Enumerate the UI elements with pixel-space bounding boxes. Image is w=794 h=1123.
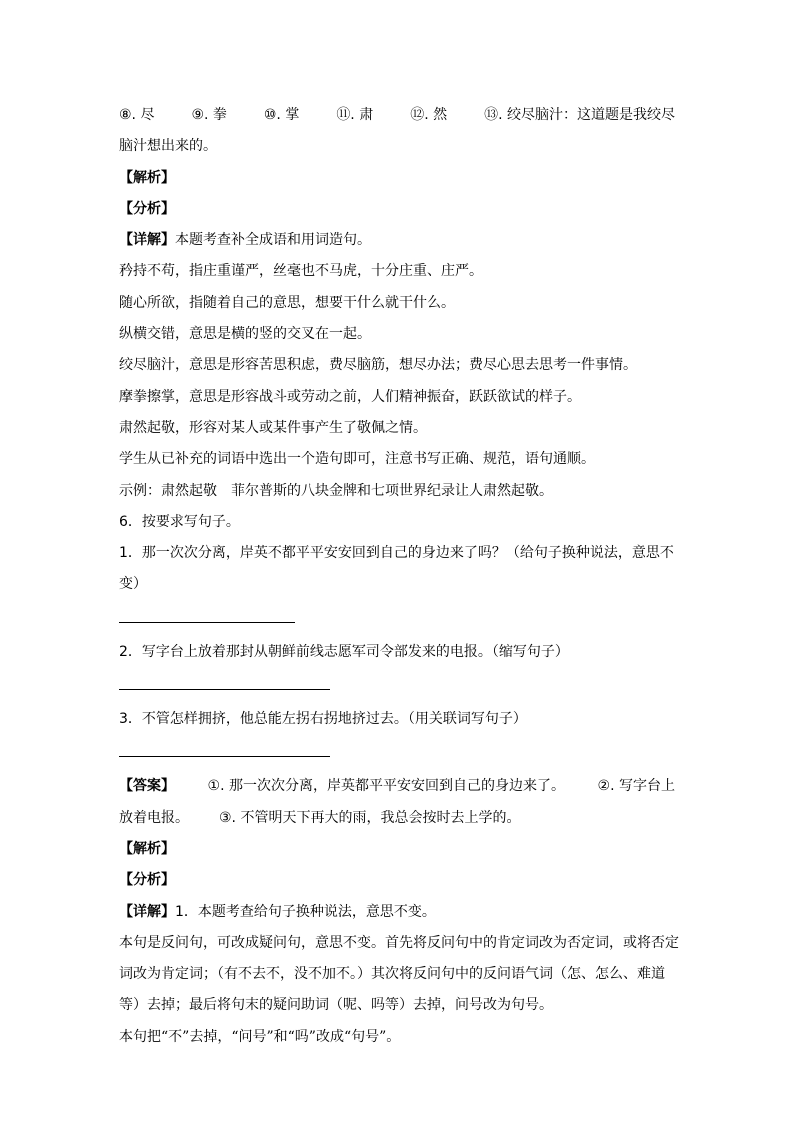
explain-line-3: 纵横交错，意思是横的竖的交叉在一起。 <box>119 326 371 343</box>
answer-item-11: ⑪. 肃 <box>336 107 374 123</box>
xiangjie-label: 【详解】 <box>119 232 175 249</box>
answer-blank-2[interactable] <box>119 689 330 690</box>
answer-item-10: ⑩. 掌 <box>263 107 300 123</box>
answer-items-line <box>119 100 675 131</box>
jiexi-label: 【解析】 <box>119 169 175 186</box>
explain-line-7: 学生从已补充的词语中选出一个造句即可，注意书写正确、规范，语句通顺。 <box>119 451 595 468</box>
answer-blank-3[interactable] <box>119 756 330 757</box>
fenxi-label-2: 【分析】 <box>119 872 175 889</box>
answer-3: ③. 不管明天下再大的雨，我总会按时去上学的。 <box>219 809 521 826</box>
answer-blank-1[interactable] <box>119 622 295 623</box>
answer-line <box>119 771 675 802</box>
fenxi-label: 【分析】 <box>119 200 175 217</box>
answer-item-13-cont: 脑汁想出来的。 <box>119 138 217 155</box>
answer-1: ①. 那一次次分离，岸英都平平安安回到自己的身边来了。 <box>207 778 565 795</box>
answer-2: ②. 写字台上 <box>597 778 675 795</box>
xiangjie-line <box>119 225 675 256</box>
answer-line-2 <box>119 803 675 834</box>
explain-line-8: 示例：肃然起敬 菲尔普斯的八块金牌和七项世界纪录让人肃然起敬。 <box>119 482 553 499</box>
xiangjie-label-2: 【详解】 <box>119 903 175 920</box>
answer-item-9: ⑨. 拳 <box>191 107 227 123</box>
explain-line-4: 绞尽脑汁，意思是形容苦思积虑，费尽脑筋，想尽办法；费尽心思去思考一件事情。 <box>119 357 637 374</box>
answer-item-8: ⑧. 尽 <box>119 107 155 123</box>
answer-item-13: ⑬. 绞尽脑汁：这道题是我绞尽 <box>484 107 675 123</box>
question-1-cont: 变） <box>119 576 147 593</box>
explain-line-2: 随心所欲，指随着自己的意思，想要干什么就干什么。 <box>119 294 455 311</box>
document-page <box>119 100 679 1053</box>
xiangjie-line-2 <box>119 897 675 928</box>
detail-1: 1．本题考查给句子换种说法，意思不变。 <box>175 903 436 920</box>
question-6-title: 6．按要求写句子。 <box>119 513 240 530</box>
detail-3: 本句把“不”去掉，“问号”和“吗”改成“句号”。 <box>119 1028 401 1045</box>
jiexi-label-2: 【解析】 <box>119 840 175 857</box>
question-2: 2．写字台上放着那封从朝鲜前线志愿军司令部发来的电报。（缩写句子） <box>119 643 569 660</box>
explain-line-6: 肃然起敬，形容对某人或某件事产生了敬佩之情。 <box>119 419 427 436</box>
answer-2-cont: 放着电报。 <box>119 809 189 826</box>
detail-2b: 词改为肯定词；（有不去不，没不加不。）其次将反问句中的反问语气词（怎、怎么、难道 <box>119 966 665 983</box>
explain-line-1: 矜持不苟，指庄重谨严，丝毫也不马虎，十分庄重、庄严。 <box>119 263 483 280</box>
daan-label: 【答案】 <box>119 778 175 795</box>
explain-line-5: 摩拳擦掌，意思是形容战斗或劳动之前，人们精神振奋，跃跃欲试的样子。 <box>119 388 581 405</box>
question-3: 3．不管怎样拥挤，他总能左拐右拐地挤过去。（用关联词写句子） <box>119 711 527 728</box>
detail-2a: 本句是反问句，可改成疑问句，意思不变。首先将反问句中的肯定词改为否定词，或将否定 <box>119 934 679 951</box>
question-1: 1．那一次次分离，岸英不都平平安安回到自己的身边来了吗？（给句子换种说法，意思不 <box>119 545 674 562</box>
detail-2c: 等）去掉；最后将句末的疑问助词（呢、吗等）去掉，问号改为句号。 <box>119 997 553 1014</box>
xiangjie-text: 本题考查补全成语和用词造句。 <box>175 232 371 249</box>
answer-item-12: ⑫. 然 <box>410 107 448 123</box>
